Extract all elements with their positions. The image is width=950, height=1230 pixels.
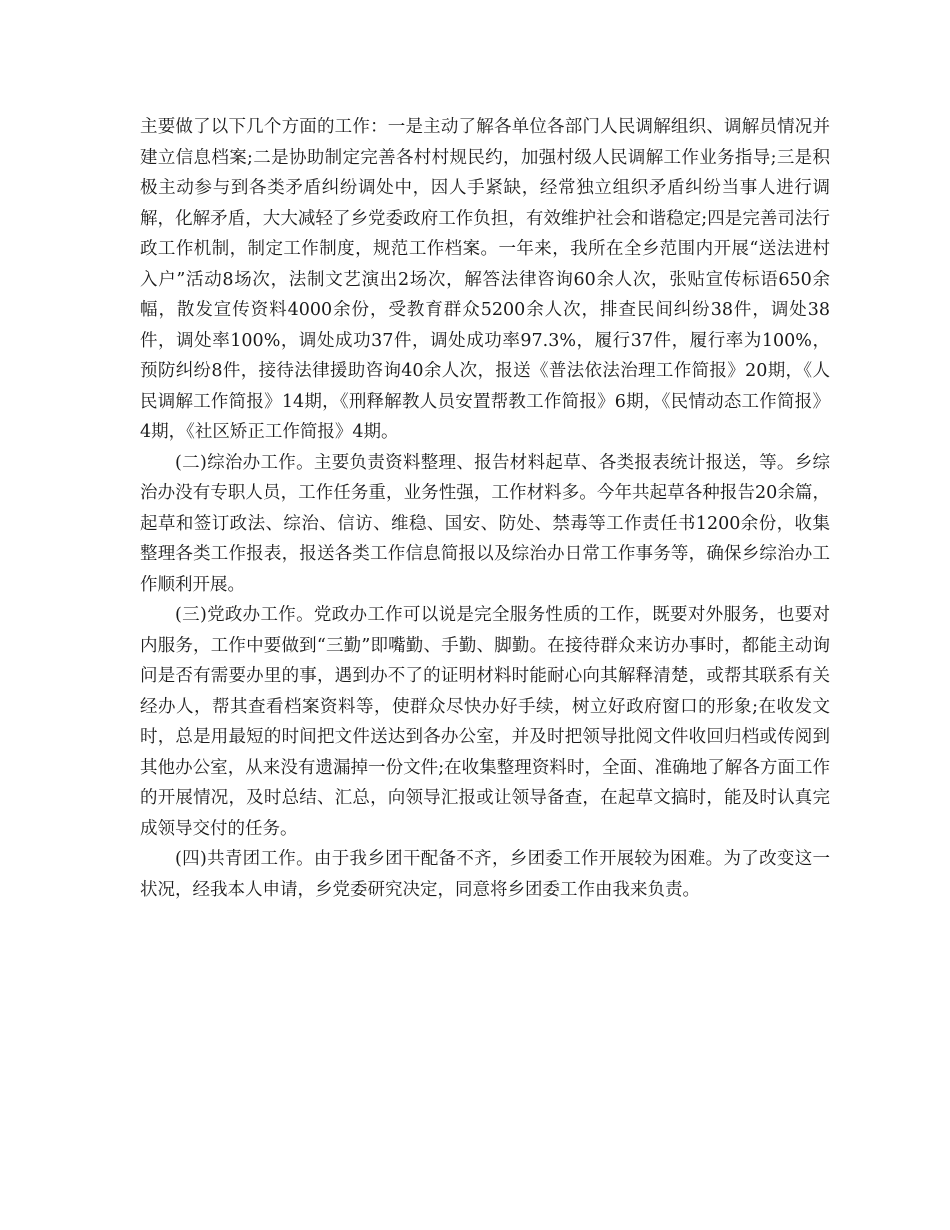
- paragraph-party-government-office: (三)党政办工作。党政办工作可以说是完全服务性质的工作，既要对外服务，也要对内服务，工作中要做到“三勤”即嘴勤、手勤、脚勤。在接待群众来访办事时，都能主动询问是否有需要办里的事，遇到办不了的证明材料时能耐心向其解释清楚，或帮其联系有关经办人，帮其查看档案资料等，使群众尽快办好手续，树立好政府窗口的形象;在收发文时，总是用最短的时间把文件送达到各办公室，并及时把领导批阅文件收回归档或传阅到其他办公室，从来没有遗漏掉一份文件;在收集整理资料时，全面、准确地了解各方面工作的开展情况，及时总结、汇总，向领导汇报或让领导备查，在起草文搞时，能及时认真完成领导交付的任务。: [140, 605, 830, 839]
- paragraph-youth-league: (四)共青团工作。由于我乡团干配备不齐，乡团委工作开展较为困难。为了改变这一状况，经我本人申请，乡党委研究决定，同意将乡团委工作由我来负责。: [140, 849, 830, 900]
- document-body: [140, 112, 830, 905]
- paragraph-work-summary: 主要做了以下几个方面的工作：一是主动了解各单位各部门人民调解组织、调解员情况并建立信息档案;二是协助制定完善各村村规民约，加强村级人民调解工作业务指导;三是积极主动参与到各类矛盾纠纷调处中，因人手紧缺，经常独立组织矛盾纠纷当事人进行调解，化解矛盾，大大减轻了乡党委政府工作负担，有效维护社会和谐稳定;四是完善司法行政工作机制，制定工作制度，规范工作档案。一年来，我所在全乡范围内开展“送法进村入户”活动8场次，法制文艺演出2场次，解答法律咨询60余人次，张贴宣传标语650余幅，散发宣传资料4000余份，受教育群众5200余人次，排查民间纠纷38件，调处38件，调处率100%，调处成功37件，调处成功率97.3%，履行37件，履行率为100%，预防纠纷8件，接待法律援助咨询40余人次，报送《普法依法治理工作简报》20期，《人民调解工作简报》14期，《刑释解教人员安置帮教工作简报》6期，《民情动态工作简报》4期，《社区矫正工作简报》4期。: [140, 117, 830, 442]
- paragraph-comprehensive-office: (二)综治办工作。主要负责资料整理、报告材料起草、各类报表统计报送，等。乡综治办没有专职人员，工作任务重，业务性强，工作材料多。今年共起草各种报告20余篇，起草和签订政法、综治、信访、维稳、国安、防处、禁毒等工作责任书1200余份，收集整理各类工作报表，报送各类工作信息简报以及综治办日常工作事务等，确保乡综治办工作顺利开展。: [140, 452, 830, 595]
